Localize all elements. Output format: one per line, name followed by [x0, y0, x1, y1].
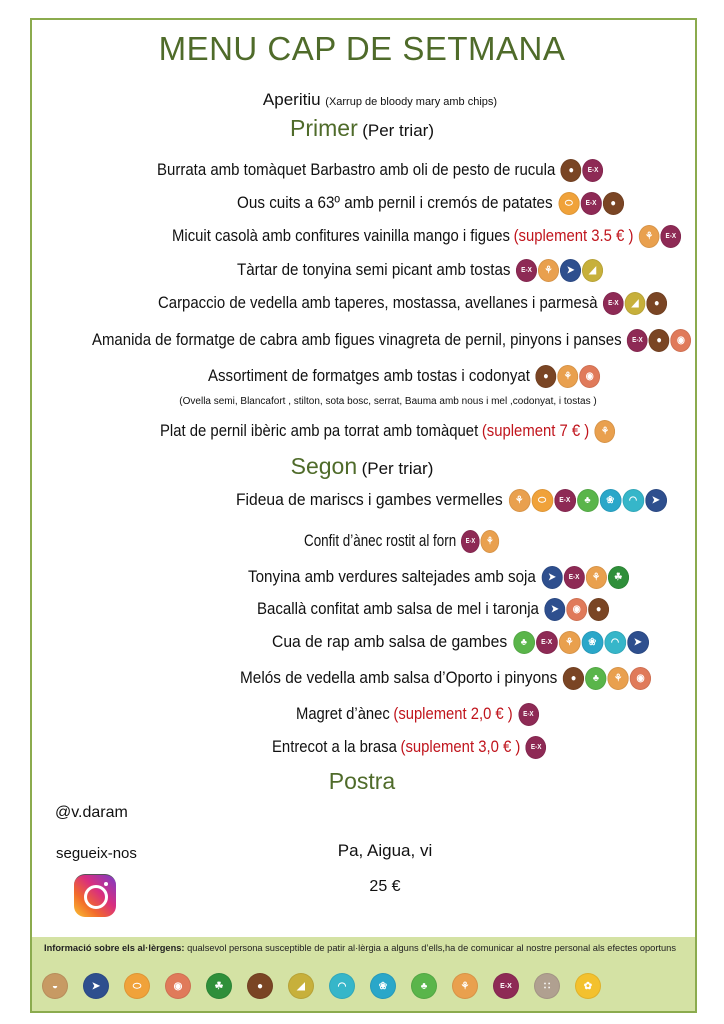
primer-subheading: (Per triar)	[362, 121, 434, 140]
eggs-icon: ⬭	[558, 192, 579, 215]
dish-name: Carpaccio de vedella amb taperes, mostassa, avellanes i parmesà	[158, 293, 598, 312]
dish-allergen-icons	[595, 420, 617, 443]
segon-dish-row	[272, 734, 547, 760]
segon-heading-line	[0, 453, 724, 480]
sulfites-icon: E-X	[554, 489, 576, 512]
sulfites-icon: E-X	[461, 530, 480, 553]
milk-icon: ●	[247, 973, 273, 999]
aperitiu-label: Aperitiu	[262, 90, 321, 109]
segon-dish-row	[272, 629, 650, 655]
primer-heading-line	[0, 115, 724, 142]
molluscs-icon: ◠	[604, 631, 626, 654]
aperitiu-detail: (Xarrup de bloody mary amb chips)	[325, 96, 498, 108]
gluten-icon: ⚘	[595, 420, 616, 443]
dish-allergen-icons	[563, 667, 652, 690]
menu-title: MENU CAP DE SETMANA	[158, 30, 566, 67]
gluten-icon: ⚘	[538, 259, 559, 282]
primer-dish-row	[237, 190, 625, 216]
mustard-icon: ◢	[288, 973, 314, 999]
primer-dish-row	[92, 327, 692, 353]
sesame-icon: ∷	[534, 973, 560, 999]
crustaceans-icon: ❀	[581, 631, 603, 654]
allergen-legend	[42, 973, 616, 999]
fish-icon: ➤	[541, 566, 562, 589]
fish-icon: ➤	[645, 489, 667, 512]
dish-allergen-icons	[508, 489, 667, 512]
dish-allergen-icons	[561, 159, 605, 182]
supplement-price: (suplement 2,0 € )	[393, 704, 513, 723]
peanuts-icon: ◉	[671, 329, 692, 352]
dish-name: Tonyina amb verdures saltejades amb soja	[248, 567, 536, 586]
milk-icon: ●	[535, 365, 556, 388]
primer-dish-row	[157, 157, 604, 183]
gluten-icon: ⚘	[608, 667, 629, 690]
sulfites-icon: E-X	[580, 192, 601, 215]
dish-name: Tàrtar de tonyina semi picant amb tostas	[237, 260, 511, 279]
mustard-icon: ◢	[625, 292, 646, 315]
soy-icon: ☘	[206, 973, 232, 999]
social-handle: @v.daram	[55, 804, 128, 821]
menu-price: 25 €	[369, 878, 401, 895]
primer-dish-row	[160, 418, 616, 444]
segon-dish-row	[304, 528, 500, 554]
dish-allergen-icons	[513, 631, 650, 654]
supplement-price: (suplement 7 € )	[481, 421, 590, 440]
dish-allergen-icons	[541, 566, 629, 589]
dish-name: Amanida de formatge de cabra amb figues vinagreta de pernil, pinyons i panses	[92, 330, 622, 349]
fish-icon: ➤	[544, 598, 565, 621]
dish-name: Cua de rap amb salsa de gambes	[272, 632, 508, 651]
allergen-info-text	[44, 943, 676, 953]
postra-heading-line	[0, 768, 724, 795]
celery-icon: ♣	[411, 973, 437, 999]
sulfites-icon: E-X	[660, 225, 681, 248]
fish-icon: ➤	[83, 973, 109, 999]
milk-icon: ●	[649, 329, 670, 352]
segon-dish-row	[236, 487, 668, 513]
dish-name: Magret d’ànec	[296, 704, 390, 723]
dish-name: Fideua de mariscs i gambes vermelles	[236, 490, 503, 509]
sulfites-icon: E-X	[516, 259, 537, 282]
allergen-info-bar	[32, 937, 695, 1011]
sulfites-icon: E-X	[583, 159, 604, 182]
dish-name: Melós de vedella amb salsa d’Oporto i pinyons	[240, 668, 558, 687]
dish-allergen-icons	[518, 703, 540, 726]
milk-icon: ●	[563, 667, 584, 690]
dish-allergen-icons	[627, 329, 692, 352]
dish-allergen-icons	[535, 365, 601, 388]
allergen-info-body: qualsevol persona susceptible de patir al·lèrgia a alguns d’ells,ha de comunicar al nostre personal als efectes oportuns	[184, 943, 677, 953]
dish-allergen-icons	[558, 192, 625, 215]
primer-heading: Primer	[290, 115, 358, 141]
crustaceans-icon: ❀	[370, 973, 396, 999]
gluten-icon: ⚘	[508, 489, 530, 512]
fish-icon: ➤	[627, 631, 649, 654]
gluten-icon: ⚘	[452, 973, 478, 999]
sulfites-icon: E-X	[564, 566, 585, 589]
celery-icon: ♣	[577, 489, 599, 512]
dish-allergen-icons	[603, 292, 668, 315]
peanuts-icon: ◉	[579, 365, 600, 388]
dish-name: Burrata amb tomàquet Barbastro amb oli de pesto de rucula	[157, 160, 556, 179]
lupin-icon: ✿	[575, 973, 601, 999]
dish-name: Micuit casolà amb confitures vainilla mango i figues	[172, 226, 510, 245]
gluten-icon: ⚘	[586, 566, 607, 589]
sulfites-icon: E-X	[603, 292, 624, 315]
sulfites-icon: E-X	[536, 631, 558, 654]
primer-dish-row	[172, 223, 682, 249]
molluscs-icon: ◠	[622, 489, 644, 512]
crustaceans-icon: ❀	[599, 489, 621, 512]
gluten-icon: ⚘	[639, 225, 660, 248]
milk-icon: ●	[561, 159, 582, 182]
dish-name: Confit d’ànec rostit al forn	[304, 531, 457, 550]
dish-name: Bacallà confitat amb salsa de mel i taronja	[257, 599, 539, 618]
aperitiu-line	[0, 90, 724, 110]
dish-name: Plat de pernil ibèric amb pa torrat amb tomàquet	[160, 421, 479, 440]
soy-icon: ☘	[608, 566, 629, 589]
gluten-icon: ⚘	[481, 530, 500, 553]
segon-dish-row	[257, 596, 610, 622]
dish-name: Entrecot a la brasa	[272, 737, 397, 756]
dish-allergen-icons	[516, 259, 604, 282]
gluten-icon: ⚘	[557, 365, 578, 388]
milk-icon: ●	[646, 292, 667, 315]
segon-heading: Segon	[290, 453, 358, 479]
celery-icon: ♣	[513, 631, 535, 654]
sulfites-icon: E-X	[493, 973, 519, 999]
dish-name: Assortiment de formatges amb tostas i codonyat	[208, 366, 530, 385]
milk-icon: ●	[588, 598, 609, 621]
peanuts-icon: ◉	[165, 973, 191, 999]
molluscs-icon: ◠	[329, 973, 355, 999]
nuts-icon: ◒	[42, 973, 68, 999]
segon-dish-row	[240, 665, 652, 691]
primer-dish-row	[208, 363, 601, 389]
dish-allergen-icons	[639, 225, 682, 248]
dish-name: Ous cuits a 63º amb pernil i cremós de patates	[237, 193, 553, 212]
segon-subheading: (Per triar)	[361, 459, 434, 478]
celery-icon: ♣	[585, 667, 606, 690]
mustard-icon: ◢	[582, 259, 603, 282]
gluten-icon: ⚘	[558, 631, 580, 654]
supplement-price: (suplement 3.5 € )	[513, 226, 634, 245]
eggs-icon: ⬭	[124, 973, 150, 999]
eggs-icon: ⬭	[531, 489, 553, 512]
peanuts-icon: ◉	[566, 598, 587, 621]
supplement-price: (suplement 3,0 € )	[400, 737, 521, 756]
primer-dish-row	[237, 257, 604, 283]
sulfites-icon: E-X	[627, 329, 648, 352]
sulfites-icon: E-X	[526, 736, 547, 759]
segon-dish-row	[248, 564, 630, 590]
dish-allergen-icons	[526, 736, 548, 759]
fish-icon: ➤	[560, 259, 581, 282]
follow-us-text: segueix-nos	[56, 845, 137, 862]
cheese-note: (Ovella semi, Blancafort , stilton, sota bosc, serrat, Bauma amb nous i mel ,codonyat, i tostas )	[179, 396, 597, 407]
allergen-info-label: Informació sobre els al·lèrgens:	[44, 943, 185, 953]
postra-heading: Postra	[328, 768, 396, 794]
milk-icon: ●	[603, 192, 624, 215]
segon-dish-row	[296, 701, 540, 727]
dish-allergen-icons	[544, 598, 610, 621]
dish-allergen-icons	[461, 530, 500, 553]
extras-included: Pa, Aigua, vi	[337, 841, 433, 860]
peanuts-icon: ◉	[630, 667, 651, 690]
primer-dish-row	[158, 290, 668, 316]
sulfites-icon: E-X	[518, 703, 539, 726]
